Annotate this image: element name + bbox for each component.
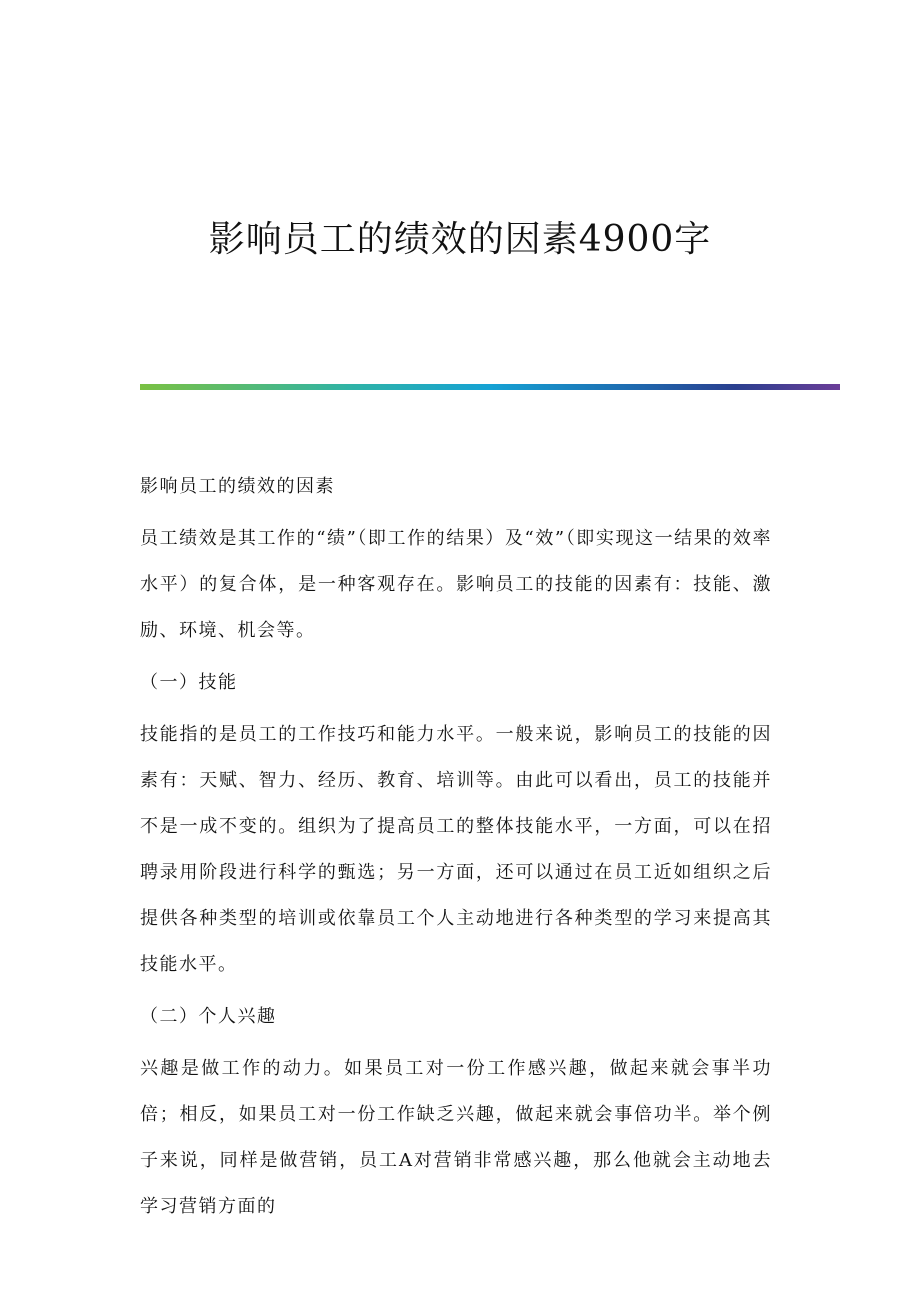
paragraph-skills: 技能指的是员工的工作技巧和能力水平。一般来说，影响员工的技能的因素有：天赋、智力、经历、教育、培训等。由此可以看出，员工的技能并不是一成不变的。组织为了提高员工的整体技能水平，一方面，可以在招聘录用阶段进行科学的甄选；另一方面，还可以通过在员工近如组织之后提供各种类型的培训或依靠员工个人主动地进行各种类型的学习来提高其技能水平。: [140, 724, 772, 975]
section-heading-interest: （二）个人兴趣: [140, 1006, 277, 1027]
section-heading-skills: （一）技能: [140, 672, 238, 693]
paragraph-heading-main: 影响员工的绩效的因素: [140, 476, 335, 497]
document-body: [140, 464, 772, 1236]
paragraph-interest: 兴趣是做工作的动力。如果员工对一份工作感兴趣，做起来就会事半功倍；相反，如果员工对一份工作缺乏兴趣，做起来就会事倍功半。举个例子来说，同样是做营销，员工A对营销非常感兴趣，那么他就会主动地去学习营销方面的: [140, 1058, 772, 1217]
title-divider: [140, 384, 840, 390]
paragraph-intro: 员工绩效是其工作的“绩”（即工作的结果）及“效”（即实现这一结果的效率水平）的复合体，是一种客观存在。影响员工的技能的因素有：技能、激励、环境、机会等。: [140, 528, 772, 641]
document-title: 影响员工的绩效的因素4900字: [208, 219, 712, 260]
